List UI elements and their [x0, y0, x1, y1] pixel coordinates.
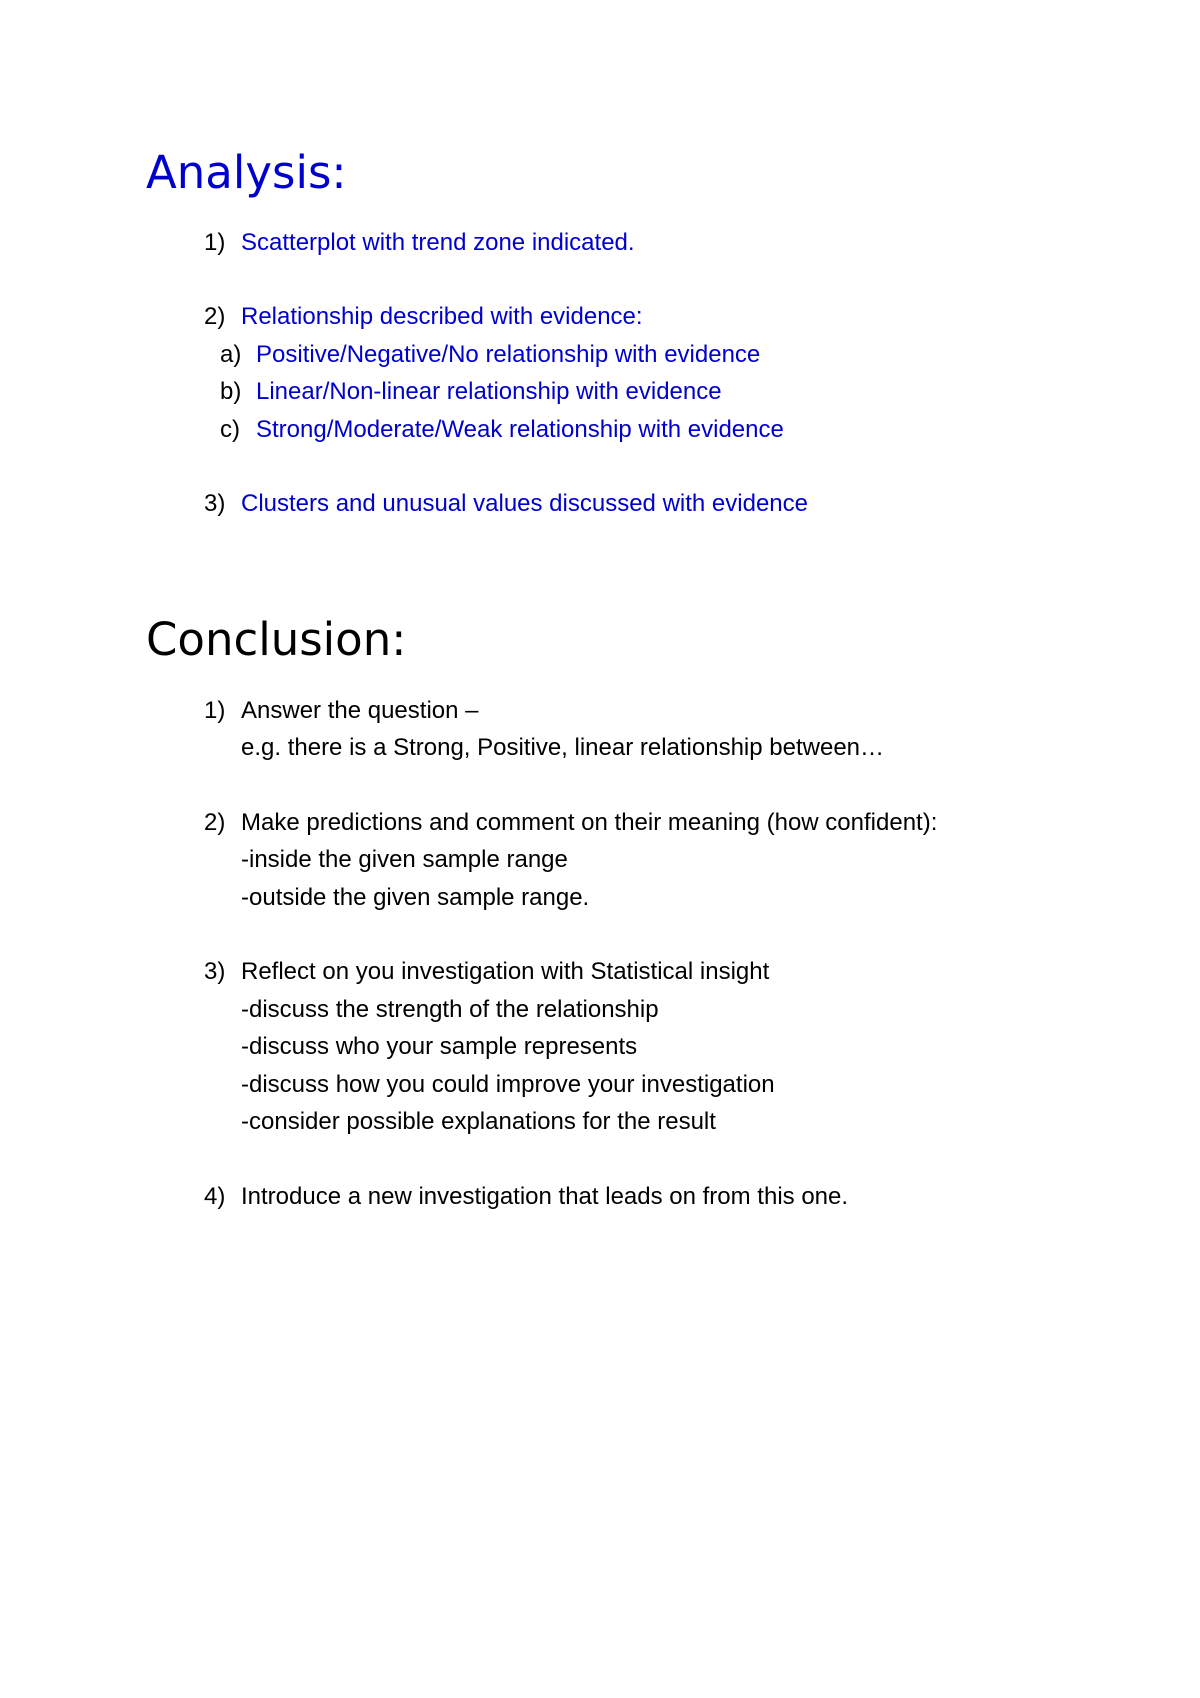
analysis-item-1-text: Scatterplot with trend zone indicated. [241, 229, 635, 256]
conclusion-item-2-line-2: -inside the given sample range [241, 846, 568, 873]
conclusion-item-3-line-3: -discuss who your sample represents [241, 1033, 638, 1060]
conclusion-item-4-line-1: Introduce a new investigation that leads on from this one. [241, 1183, 849, 1210]
analysis-subitem-b-text: Linear/Non-linear relationship with evidence [256, 378, 722, 405]
analysis-item-2-text: Relationship described with evidence: [241, 303, 643, 330]
conclusion-item-3-line-1: Reflect on you investigation with Statistical insight [241, 958, 770, 985]
analysis-item-1-number: 1) [204, 229, 226, 256]
conclusion-item-2-number: 2) [204, 809, 226, 836]
conclusion-item-3-number: 3) [204, 958, 226, 985]
conclusion-item-3-line-4: -discuss how you could improve your investigation [241, 1071, 775, 1098]
conclusion-item-1-line-2: e.g. there is a Strong, Positive, linear relationship between… [241, 734, 885, 761]
conclusion-item-2-line-1: Make predictions and comment on their meaning (how confident): [241, 809, 938, 836]
analysis-subitem-a-letter: a) [220, 341, 242, 368]
conclusion-item-3-line-2: -discuss the strength of the relationship [241, 996, 659, 1023]
analysis-subitem-b-letter: b) [220, 378, 242, 405]
analysis-item-3-text: Clusters and unusual values discussed with evidence [241, 490, 808, 517]
conclusion-item-4-number: 4) [204, 1183, 226, 1210]
analysis-subitem-c-text: Strong/Moderate/Weak relationship with evidence [256, 416, 784, 443]
analysis-subitem-a-text: Positive/Negative/No relationship with evidence [256, 341, 761, 368]
analysis-heading: Analysis: [146, 146, 347, 199]
analysis-subitem-c-letter: c) [220, 416, 240, 443]
conclusion-heading: Conclusion: [146, 613, 407, 666]
conclusion-item-1-line-1: Answer the question – [241, 697, 479, 724]
conclusion-item-1-number: 1) [204, 697, 226, 724]
analysis-item-3-number: 3) [204, 490, 226, 517]
conclusion-item-3-line-5: -consider possible explanations for the result [241, 1108, 716, 1135]
analysis-item-2-number: 2) [204, 303, 226, 330]
conclusion-item-2-line-3: -outside the given sample range. [241, 884, 590, 911]
